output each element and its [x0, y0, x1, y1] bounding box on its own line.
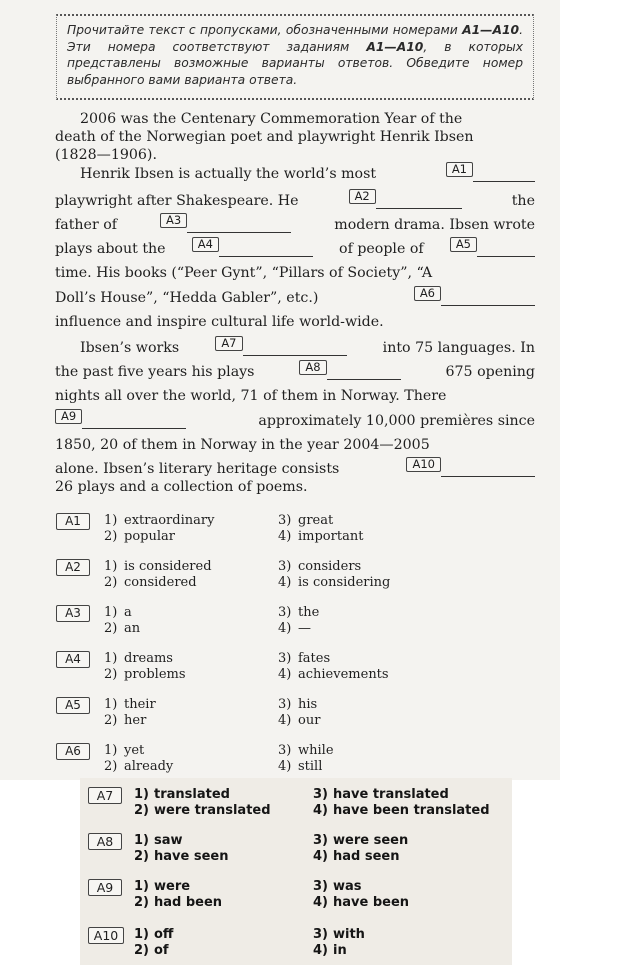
option-tag-a3: A3	[56, 605, 90, 622]
options-a8-right	[313, 833, 408, 865]
text-segment: plays about the	[55, 241, 166, 257]
options-a7-right	[313, 787, 490, 819]
gap-tag: A10	[406, 457, 441, 472]
option-a2-2[interactable]: 2) considered	[104, 575, 197, 590]
option-a2-1[interactable]: 1) is considered	[104, 559, 212, 574]
option-a9-4[interactable]: 4) have been	[313, 895, 410, 910]
option-a3-2[interactable]: 2) an	[104, 621, 141, 636]
option-a10-1[interactable]: 1) off	[134, 927, 174, 942]
option-a9-1[interactable]: 1) were	[134, 879, 191, 894]
option-a7-4[interactable]: 4) have been translated	[313, 803, 490, 818]
option-tag-a1: A1	[56, 513, 90, 530]
option-a2-4[interactable]: 4) is considering	[278, 575, 391, 590]
option-a7-2[interactable]: 2) were translated	[134, 803, 271, 818]
option-a3-4[interactable]: 4) —	[278, 621, 311, 636]
option-a4-2[interactable]: 2) problems	[104, 667, 186, 682]
options-a5-right	[278, 697, 320, 729]
text-line	[80, 162, 535, 183]
text-line	[55, 213, 535, 234]
gap-a10[interactable]	[406, 457, 535, 477]
gap-tag: A5	[450, 237, 477, 252]
option-a6-1[interactable]: 1) yet	[104, 743, 145, 758]
instructions-text-a: Прочитайте текст с пропусками, обозначенными номерами	[67, 23, 463, 37]
options-a5-left	[104, 697, 156, 729]
options-a4-left	[104, 651, 186, 683]
text-segment: 1850, 20 of them in Norway in the year 2004—2005	[55, 437, 430, 453]
gap-a1[interactable]	[446, 162, 535, 182]
text-segment: playwright after Shakespeare. He	[55, 193, 299, 209]
options-a1-left	[104, 513, 214, 545]
option-a5-4[interactable]: 4) our	[278, 713, 321, 728]
option-a7-3[interactable]: 3) have translated	[313, 787, 449, 802]
option-a8-1[interactable]: 1) saw	[134, 833, 183, 848]
text-segment: of people of	[339, 241, 424, 257]
text-segment: the past five years his plays	[55, 364, 255, 380]
instructions-box	[56, 14, 534, 100]
options-a6-left	[104, 743, 173, 775]
options-a9-left	[134, 879, 222, 911]
option-a10-2[interactable]: 2) of	[134, 943, 169, 958]
text-segment: into 75 languages. In	[382, 340, 535, 356]
gap-tag: A2	[349, 189, 376, 204]
option-a4-3[interactable]: 3) fates	[278, 651, 331, 666]
gap-a2[interactable]	[349, 189, 462, 209]
option-a1-4[interactable]: 4) important	[278, 529, 364, 544]
option-a6-2[interactable]: 2) already	[104, 759, 174, 774]
gap-a7[interactable]	[215, 336, 346, 356]
option-a2-3[interactable]: 3) considers	[278, 559, 362, 574]
options-a7-left	[134, 787, 271, 819]
option-a8-2[interactable]: 2) have seen	[134, 849, 229, 864]
option-a10-3[interactable]: 3) with	[313, 927, 365, 942]
text-line	[55, 237, 535, 258]
text-segment: (1828—1906).	[55, 147, 157, 163]
option-a5-2[interactable]: 2) her	[104, 713, 147, 728]
gap-a8[interactable]	[299, 360, 400, 380]
gap-a5[interactable]	[450, 237, 535, 257]
gap-tag: A4	[192, 237, 219, 252]
text-line	[55, 313, 535, 331]
text-line	[55, 286, 535, 307]
instructions-range-2: А1—А10	[366, 39, 424, 54]
options-a6-right	[278, 743, 334, 775]
options-a8-left	[134, 833, 228, 865]
options-a10-left	[134, 927, 173, 959]
text-line	[80, 336, 535, 357]
gap-a3[interactable]	[160, 213, 291, 233]
options-a3-left	[104, 605, 140, 637]
option-a1-1[interactable]: 1) extraordinary	[104, 513, 215, 528]
gap-tag: A9	[55, 409, 82, 424]
gap-tag: A7	[215, 336, 242, 351]
instructions-text-c: , в которых представлены возможные варианты ответов. Обведите номер выбранного вами варианта ответа.	[67, 39, 523, 87]
option-a4-4[interactable]: 4) achievements	[278, 667, 389, 682]
text-line	[55, 478, 535, 496]
text-segment: nights all over the world, 71 of them in Norway. There	[55, 388, 447, 404]
text-segment: death of the Norwegian poet and playwright Henrik Ibsen	[55, 129, 474, 145]
options-a4-right	[278, 651, 389, 683]
text-line	[55, 457, 535, 478]
option-a7-1[interactable]: 1) translated	[134, 787, 230, 802]
text-line	[55, 436, 535, 454]
options-a1-right	[278, 513, 363, 545]
text-segment: 26 plays and a collection of poems.	[55, 479, 308, 495]
gap-a9[interactable]	[55, 409, 186, 429]
gap-tag: A3	[160, 213, 187, 228]
option-tag-a8: A8	[88, 833, 122, 850]
text-line	[55, 264, 535, 282]
option-tag-a7: A7	[88, 787, 122, 804]
instructions-range-1: А1—А10	[462, 23, 520, 37]
options-a10-right	[313, 927, 365, 959]
option-a1-3[interactable]: 3) great	[278, 513, 334, 528]
text-segment: Henrik Ibsen is actually the world’s most	[80, 166, 377, 182]
option-a6-3[interactable]: 3) while	[278, 743, 334, 758]
options-a3-right	[278, 605, 319, 637]
text-segment: influence and inspire cultural life world-wide.	[55, 314, 384, 330]
gap-tag: A6	[414, 286, 441, 301]
options-a9-right	[313, 879, 409, 911]
options-a2-left	[104, 559, 212, 591]
option-a10-4[interactable]: 4) in	[313, 943, 347, 958]
option-a1-2[interactable]: 2) popular	[104, 529, 175, 544]
text-segment: alone. Ibsen’s literary heritage consists	[55, 461, 340, 477]
text-segment: time. His books (“Peer Gynt”, “Pillars of Society”, “A	[55, 265, 433, 281]
option-tag-a5: A5	[56, 697, 90, 714]
text-line	[55, 189, 535, 210]
text-segment: father of	[55, 217, 118, 233]
text-line	[55, 128, 535, 146]
text-segment: the	[511, 193, 535, 209]
text-segment: approximately 10,000 premières since	[258, 413, 535, 429]
text-line	[55, 360, 535, 381]
text-segment: Ibsen’s works	[80, 340, 180, 356]
text-segment: 675 opening	[445, 364, 535, 380]
options-a2-right	[278, 559, 390, 591]
text-segment: Doll’s House”, “Hedda Gabler”, etc.)	[55, 290, 319, 306]
instructions-text-b: . Эти номера соответствуют заданиям	[67, 23, 523, 54]
option-a8-4[interactable]: 4) had seen	[313, 849, 400, 864]
option-a5-1[interactable]: 1) their	[104, 697, 156, 712]
text-line	[55, 409, 535, 430]
gap-a6[interactable]	[414, 286, 535, 306]
option-tag-a6: A6	[56, 743, 90, 760]
text-segment: 2006 was the Centenary Commemoration Year of the	[80, 111, 463, 127]
gap-tag: A1	[446, 162, 473, 177]
gap-tag: A8	[299, 360, 326, 375]
gap-a4[interactable]	[192, 237, 313, 257]
text-line	[55, 387, 535, 405]
option-a8-3[interactable]: 3) were seen	[313, 833, 409, 848]
option-tag-a2: A2	[56, 559, 90, 576]
text-line	[80, 110, 535, 128]
option-a3-1[interactable]: 1) a	[104, 605, 132, 620]
option-a4-1[interactable]: 1) dreams	[104, 651, 173, 666]
option-tag-a4: A4	[56, 651, 90, 668]
option-a9-3[interactable]: 3) was	[313, 879, 362, 894]
text-segment: modern drama. Ibsen wrote	[334, 217, 535, 233]
option-a3-3[interactable]: 3) the	[278, 605, 320, 620]
option-a6-4[interactable]: 4) still	[278, 759, 323, 774]
option-a5-3[interactable]: 3) his	[278, 697, 318, 712]
option-tag-a9: A9	[88, 879, 122, 896]
option-tag-a10: A10	[88, 927, 124, 944]
option-a9-2[interactable]: 2) had been	[134, 895, 223, 910]
